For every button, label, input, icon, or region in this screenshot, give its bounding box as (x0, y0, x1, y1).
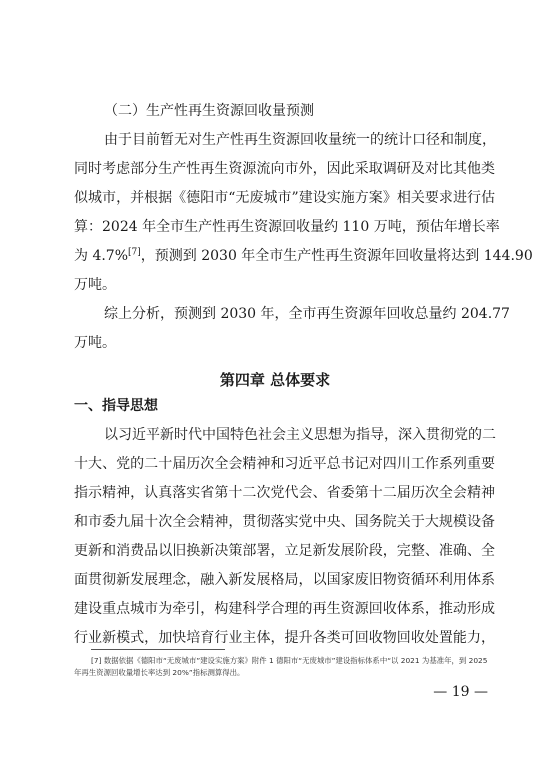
paragraph-line: 由于目前暂无对生产性再生资源回收量统一的统计口径和制度， (104, 132, 496, 148)
subheading: 一、指导思想 (74, 398, 158, 414)
paragraph-line: 以习近平新时代中国特色社会主义思想为指导，深入贯彻党的二 (104, 427, 496, 443)
paragraph-line: 算：2024 年全市生产性再生资源回收量约 110 万吨，预估年增长率 (74, 219, 500, 235)
section-heading: （二）生产性再生资源回收量预测 (104, 103, 314, 119)
paragraph-line: 同时考虑部分生产性再生资源流向市外，因此采取调研及对比其他类 (74, 161, 495, 177)
chapter-title: 第四章 总体要求 (219, 371, 331, 389)
footnote-line: 年再生资源回收量增长率达到 20%”指标测算得出。 (74, 668, 245, 677)
paragraph-line: 和市委九届十次全会精神，贯彻落实党中央、国务院关于大规模设备 (74, 514, 495, 530)
paragraph-line: 万吨。 (74, 335, 116, 351)
paragraph-line: 指示精神，认真落实省第十二次党代会、省委第十二届历次全会精神 (74, 485, 495, 501)
paragraph-line: 更新和消费品以旧换新决策部署，立足新发展阶段，完整、准确、全 (74, 543, 495, 559)
paragraph-line: 行业新模式，加快培育行业主体，提升各类可回收物回收处置能力， (74, 630, 495, 646)
paragraph-line: 综上分析，预测到 2030 年，全市再生资源年回收总量约 204.77 (104, 306, 510, 322)
paragraph-line: 似城市，并根据《德阳市“无废城市”建设实施方案》相关要求进行估 (74, 190, 495, 206)
paragraph-line (74, 248, 533, 264)
paragraph-line: 十大、党的二十届历次全会精神和习近平总书记对四川工作系列重要 (74, 456, 495, 472)
paragraph-line: 建设重点城市为牵引，构建科学合理的再生资源回收体系，推动形成 (74, 601, 495, 617)
paragraph-line: 万吨。 (74, 277, 116, 293)
paragraph-line: 面贯彻新发展理念，融入新发展格局，以国家废旧物资循环利用体系 (74, 572, 495, 588)
footnote-reference[interactable]: [7] (128, 247, 141, 258)
paragraph-text: 为 4.7% (74, 248, 129, 264)
paragraph-text: ，预测到 2030 年全市生产性再生资源年回收量将达到 144.90 (140, 248, 533, 264)
footnote-line: [7] 数据依据《德阳市“无废城市”建设实施方案》附件 1 德阳市“无废城市”建设指标体系中“以 2021 为基准年，到 2025 (91, 656, 488, 665)
page-number: — 19 — (433, 684, 488, 700)
footnote-divider (91, 649, 225, 650)
